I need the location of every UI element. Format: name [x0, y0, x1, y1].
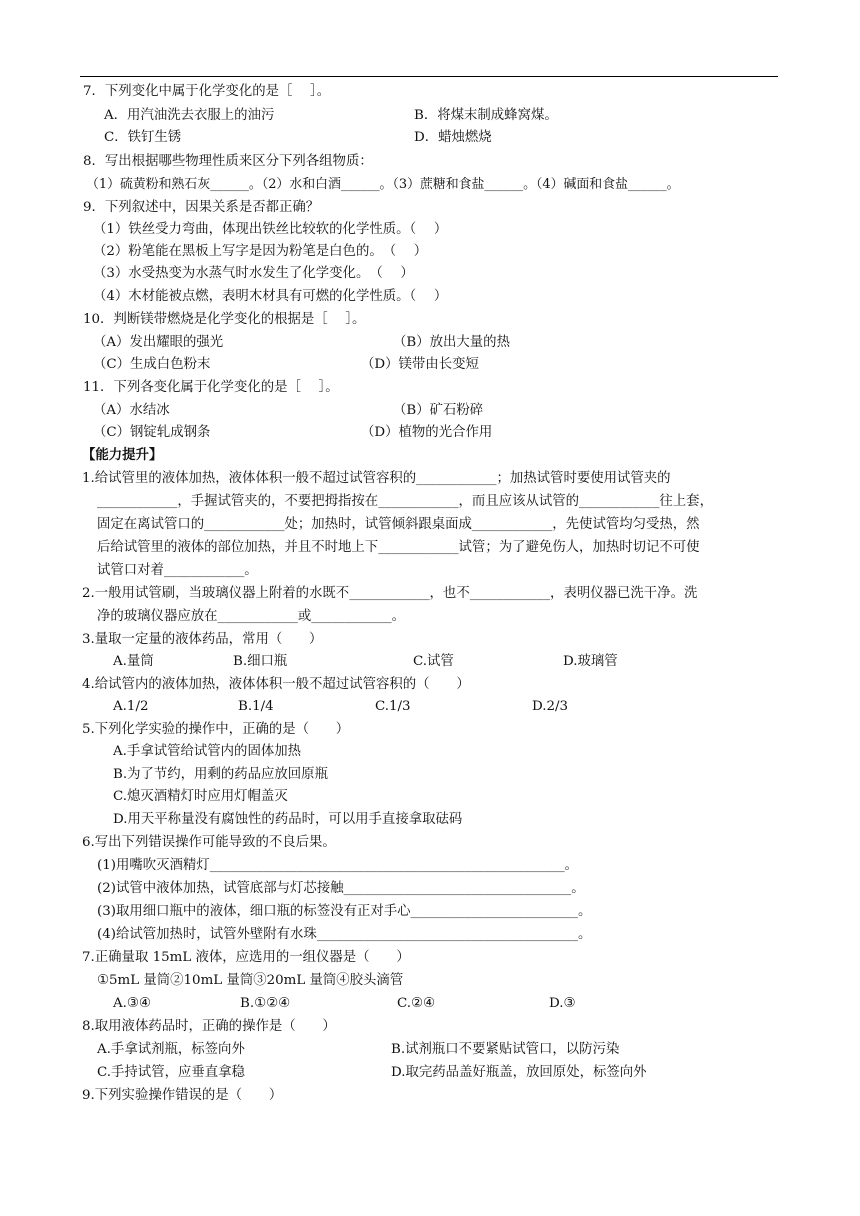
q9-statement-1: （1）铁丝受力弯曲，体现出铁丝比较软的化学性质。（ ）: [93, 222, 448, 237]
p7-option-c: C.②④: [397, 996, 436, 1011]
q11-option-b: （B）矿石粉碎: [393, 403, 484, 418]
header-rule: [80, 76, 778, 77]
p8-option-d: D.取完药品盖好瓶盖，放回原处，标签向外: [391, 1065, 647, 1080]
q10-option-a: （A）发出耀眼的强光: [93, 335, 224, 350]
q7-option-b: B．将煤末制成蜂窝煤。: [414, 108, 558, 123]
p3-option-d: D.玻璃管: [563, 654, 618, 669]
p3-option-a: A.量筒: [113, 654, 154, 669]
p2-line-2: 净的玻璃仪器应放在____________或____________。: [97, 609, 405, 624]
p6-statement-3: (3)取用细口瓶中的液体，细口瓶的标签没有正对手心_________________________。: [97, 904, 592, 919]
q9-statement-3: （3）水受热变为水蒸气时水发生了化学变化。 （ ）: [93, 266, 414, 281]
section-heading: 【能力提升】: [82, 448, 163, 463]
q11-option-d: （D）植物的光合作用: [361, 425, 493, 440]
p8-option-c: C.手持试管，应垂直拿稳: [97, 1065, 245, 1080]
p2-line-1: 2.一般用试管刷，当玻璃仪器上附着的水既不____________，也不____________，表明仪器已洗干净。洗: [82, 586, 698, 601]
p3-option-c: C.试管: [413, 654, 454, 669]
q11-option-c: （C）钢锭轧成钢条: [93, 425, 211, 440]
p1-line-5: 试管口对着____________。: [97, 563, 258, 578]
p6-stem: 6.写出下列错误操作可能导致的不良后果。: [82, 835, 336, 850]
p6-statement-1: (1)用嘴吹灭酒精灯_____________________________________________________。: [97, 858, 578, 873]
p5-option-a: A.手拿试管给试管内的固体加热: [113, 744, 302, 759]
p7-stem: 7.正确量取 15mL 液体，应选用的一组仪器是（ ）: [82, 950, 410, 965]
p7-instrument-list: ①5mL 量筒②10mL 量筒③20mL 量筒④胶头滴管: [97, 973, 404, 988]
p5-option-d: D.用天平称量没有腐蚀性的药品时，可以用手直接拿取砝码: [113, 812, 463, 827]
p9-stem: 9.下列实验操作错误的是（ ）: [82, 1088, 283, 1103]
p4-option-a: A.1/2: [113, 699, 149, 714]
p1-line-3: 固定在离试管口的____________处；加热时，试管倾斜跟桌面成____________，先使试管均匀受热，然: [97, 517, 700, 532]
p4-option-d: D.2/3: [532, 699, 569, 714]
q7-option-d: D．蜡烛燃烧: [414, 130, 492, 145]
q10-option-c: （C）生成白色粉末: [93, 357, 211, 372]
q10-stem: 10．判断镁带燃烧是化学变化的根据是［ ］。: [83, 312, 366, 327]
p4-stem: 4.给试管内的液体加热，液体体积一般不超过试管容积的（ ）: [82, 677, 470, 692]
q10-option-b: （B）放出大量的热: [393, 335, 510, 350]
p4-option-c: C.1/3: [375, 699, 411, 714]
q11-option-a: （A）水结冰: [93, 403, 170, 418]
q9-statement-2: （2）粉笔能在黑板上写字是因为粉笔是白色的。 （ ）: [93, 244, 428, 259]
p7-option-a: A.③④: [113, 996, 151, 1011]
p8-option-b: B.试剂瓶口不要紧贴试管口，以防污染: [391, 1042, 620, 1057]
p8-option-a: A.手拿试剂瓶，标签向外: [97, 1042, 245, 1057]
q10-option-d: （D）镁带由长变短: [361, 357, 479, 372]
q7-stem: 7．下列变化中属于化学变化的是［ ］。: [83, 84, 331, 99]
q8-items: （1）硫黄粉和熟石灰______。（2）水和白酒______。（3）蔗糖和食盐______。（4）碱面和食盐______。: [86, 177, 680, 192]
q11-stem: 11．下列各变化属于化学变化的是［ ］。: [83, 380, 339, 395]
q8-stem: 8．写出根据哪些物理性质来区分下列各组物质：: [83, 154, 373, 169]
p3-stem: 3.量取一定量的液体药品，常用（ ）: [82, 632, 323, 647]
q7-option-c: C．铁钉生锈: [104, 130, 182, 145]
p5-option-b: B.为了节约，用剩的药品应放回原瓶: [113, 767, 328, 782]
p5-stem: 5.下列化学实验的操作中，正确的是（ ）: [82, 722, 350, 737]
p7-option-b: B.①②④: [240, 996, 291, 1011]
p8-stem: 8.取用液体药品时，正确的操作是（ ）: [82, 1019, 336, 1034]
p1-line-4: 后给试管里的液体的部位加热，并且不时地上下____________试管；为了避免伤人，加热时切记不可使: [97, 540, 700, 555]
p1-line-1: 1.给试管里的液体加热，液体体积一般不超过试管容积的____________；加热试管时要使用试管夹的: [82, 471, 671, 486]
q9-stem: 9．下列叙述中，因果关系是否都正确？: [83, 200, 320, 215]
q7-option-a: A．用汽油洗去衣服上的油污: [104, 108, 275, 123]
p1-line-2: ____________，手握试管夹的，不要把拇指按在____________，而且应该从试管的____________往上套，: [97, 494, 713, 509]
p6-statement-4: (4)给试管加热时，试管外壁附有水珠_______________________________________。: [97, 927, 592, 942]
p3-option-b: B.细口瓶: [233, 654, 288, 669]
p7-option-d: D.③: [549, 996, 576, 1011]
p6-statement-2: (2)试管中液体加热，试管底部与灯芯接触__________________________________。: [97, 881, 585, 896]
p5-option-c: C.熄灭酒精灯时应用灯帽盖灭: [113, 789, 288, 804]
p4-option-b: B.1/4: [238, 699, 274, 714]
q9-statement-4: （4）木材能被点燃，表明木材具有可燃的化学性质。（ ）: [93, 289, 448, 304]
